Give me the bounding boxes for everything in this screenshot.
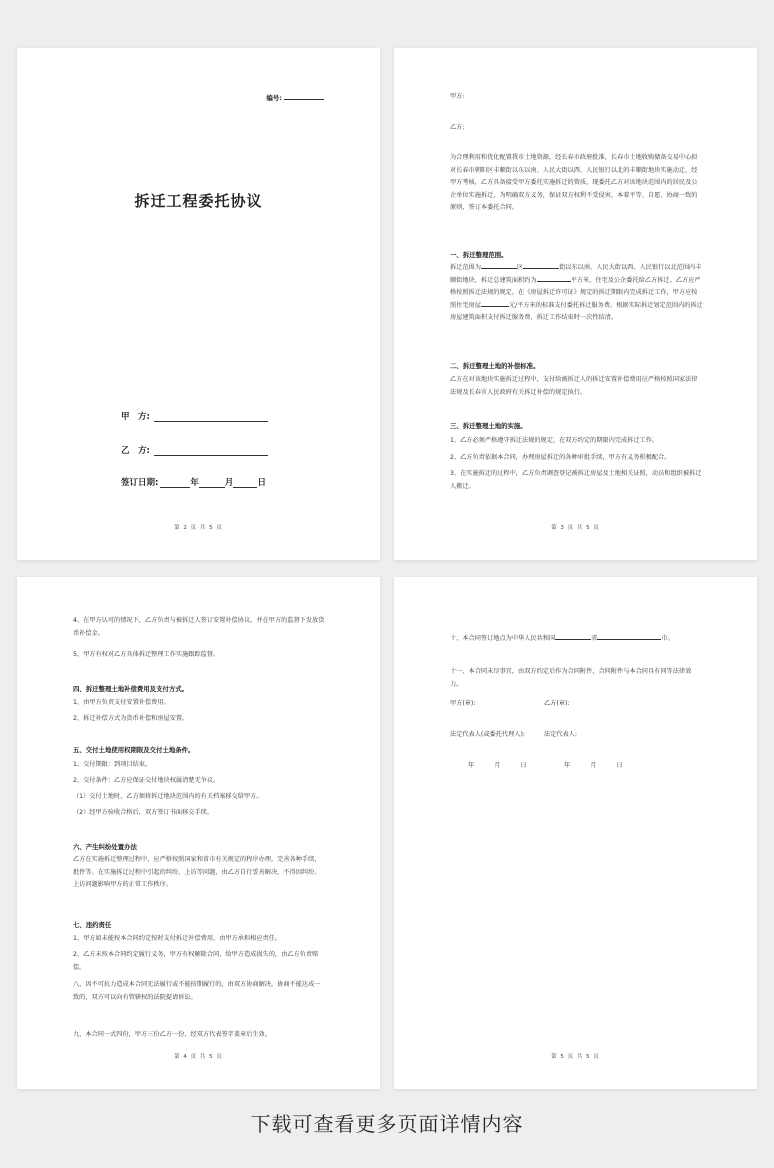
day-b: 日: [616, 762, 623, 769]
month-blank: [199, 478, 225, 488]
blank: [481, 300, 509, 307]
day-label: 日: [257, 478, 266, 488]
day-blank: [233, 478, 257, 488]
section-2-heading: 二、拆迁整理土地的补偿标准。: [450, 362, 540, 370]
party-b-blank: [154, 446, 268, 456]
party-a-label: 甲 方:: [121, 412, 150, 422]
party-a-line: 甲方:: [450, 93, 465, 100]
intro-paragraph: 为合理利用和优化配置我市土地资源，经长春市政府批准，长春市土地收购储备交易中心拟对长春市朝阳区丰顺街以东以南、人民大街以西、人民银行以北的丰顺街地块实施动迁，经甲方考核，乙方具备接受甲方委托实施拆迁的资质，现委托乙方对该地块范围内的居民及公企单位实施拆迁，为明确双方义务，保证双方权利不受侵害，本着平等、自愿、协商一致的原则，签订本委托合同。: [450, 154, 698, 212]
party-b-label: 乙 方:: [121, 446, 150, 456]
legal-rep-b: 法定代表人:: [544, 731, 578, 738]
date-b: [564, 760, 644, 773]
month-b: 月: [590, 762, 597, 769]
section-2-text: 乙方在对该地块实施拆迁过程中，支付给被拆迁人的拆迁安置补偿费用应严格按照国家法律法规及长春市人民政府有关拆迁补偿的规定执行。: [450, 376, 698, 396]
document-number-line: [284, 93, 324, 100]
sign-date-label: 签订日期:: [121, 478, 159, 488]
party-a-blank: [154, 412, 268, 422]
s10-text-a: 十、本合同签订地点为中华人民共和国: [450, 635, 556, 642]
party-b-signature-line: [121, 444, 268, 456]
section-6-heading: 六、产生纠纷处置办法: [73, 843, 137, 851]
section-1-text: [450, 262, 703, 325]
document-page-3: [394, 48, 757, 560]
province-blank: [555, 633, 591, 640]
year-b: 年: [564, 762, 571, 769]
section-3-item-1: 1、乙方必须严格遵守拆迁法规的规定，在双方约定的期限内完成拆迁工作。: [450, 437, 659, 444]
month-label: 月: [224, 478, 234, 488]
blank: [537, 275, 571, 282]
section-3-heading: 三、拆迁整理土地的实施。: [450, 422, 527, 430]
section-7-item-1: 1、甲方如未能按本合同约定按时支付拆迁补偿费用，由甲方承担相应责任。: [73, 935, 282, 942]
blank: [523, 262, 559, 269]
s1-text-e: 元/平方米的标准支付委托拆迁服务费。根据实际拆迁划定范围内的拆迁房屋建筑面积支付拆迁服务费，拆迁工作结束时一次性结清。: [450, 301, 703, 322]
day-a: 日: [520, 762, 527, 769]
section-6-text: 乙方在实施拆迁整理过程中，应严格按照国家和省市有关规定的程序办理，完善各种手续、批件等。在实施拆迁过程中引起的纠纷、上访等问题，由乙方自行妥善解决，不得因纠纷、上访问题影响甲方的正常工作秩序。: [73, 856, 321, 889]
s1-text-b: 区: [516, 264, 524, 271]
section-9-text: 九、本合同一式四份，甲方三份乙方一份，经双方代表签字盖章后生效。: [73, 1031, 271, 1038]
document-page-5: [394, 577, 757, 1089]
page-footer: 第 5 页 共 5 页: [551, 1054, 600, 1060]
year-a: 年: [468, 762, 475, 769]
section-7-heading: 七、违约责任: [73, 921, 112, 929]
document-number-label: 编号:: [266, 94, 282, 102]
date-a: [468, 760, 548, 773]
party-b-seal: 乙方(章):: [544, 700, 570, 707]
month-a: 月: [494, 762, 501, 769]
page-footer: 第 3 页 共 5 页: [551, 525, 600, 531]
section-8-text: 八、因不可抗力造成本合同无法履行或不能按期履行的，由双方协商解决，协商不能达成一致的，双方可以向有管辖权的法院提请诉讼。: [73, 981, 321, 1001]
s1-text-a: 拆迁范围为: [450, 264, 481, 271]
year-blank: [160, 478, 190, 488]
section-3-item-4: 4、在甲方认可的情况下，乙方负责与被拆迁人签订安置补偿协议，并在甲方的监督下发放货币补偿金。: [73, 617, 325, 637]
section-10-text: [450, 633, 703, 646]
document-page-4: [17, 577, 380, 1089]
section-4-item-2: 2、拆迁补偿方式为货币补偿和房屋安置。: [73, 715, 189, 722]
section-5-item-1: 1、交付期限：到项目结束。: [73, 761, 152, 768]
section-3-item-5: 5、甲方有权对乙方具体拆迁整理工作实施跟踪监督。: [73, 651, 220, 658]
section-5-heading: 五、交付土地使用权期限及交付土地条件。: [73, 746, 195, 754]
document-page-2: [17, 48, 380, 560]
blank: [481, 262, 517, 269]
section-7-item-2: 2、乙方未按本合同约定履行义务，甲方有权解除合同，给甲方造成损失的，由乙方负责赔偿。: [73, 951, 319, 971]
section-5-item-2: 2、交付条件：乙方应保证交付地块权属清楚无争议。: [73, 777, 220, 784]
legal-rep-a: 法定代表人(或委托代理人):: [450, 731, 525, 738]
section-4-heading: 四、拆迁整理土地补偿费用及支付方式。: [73, 685, 189, 693]
document-number: [266, 93, 324, 102]
city-blank: [597, 633, 661, 640]
s10-text-b: 省: [591, 635, 598, 642]
s1-text-c: 街以东以南、人民大街以西、人民银行以北范围内丰顺街地块，拆迁总建筑面积约为: [450, 264, 702, 284]
s10-text-c: 市。: [661, 635, 674, 642]
section-3-item-2: 2、乙方负责依据本合同，办理房屋拆迁的各种审批手续，甲方有义务积极配合。: [450, 454, 671, 461]
party-a-seal: 甲方(章):: [450, 700, 476, 707]
section-3-item-3: 3、在实施拆迁的过程中，乙方负责调查登记被拆迁房屋及土地相关证照，动员和组织被拆迁人搬迁。: [450, 470, 702, 490]
section-5-sub-1: （1）交付土地时，乙方须将拆迁地块范围内的有关档案移交给甲方。: [73, 793, 263, 800]
download-caption: 下载可查看更多页面详情内容: [250, 1112, 524, 1136]
section-1-heading: 一、拆迁整理范围。: [450, 251, 508, 259]
document-title: 拆迁工程委托协议: [134, 192, 263, 210]
page-footer: 第 2 页 共 5 页: [174, 525, 223, 531]
section-11-text: 十一、本合同未尽事宜，由双方约定后作为合同附件，合同附件与本合同具有同等法律效力。: [450, 668, 692, 688]
sign-date-line: [121, 476, 266, 488]
section-4-item-1: 1、由甲方负责支付安置补偿费用。: [73, 699, 170, 706]
party-b-line: 乙方:: [450, 124, 465, 131]
year-label: 年: [190, 478, 199, 488]
section-5-sub-2: （2）经甲方验收合格后，双方签订书面移交手续。: [73, 809, 214, 816]
s1-text-d: 平方米，住宅及公企委托给乙方拆迁。乙方应严格按照拆迁法规的规定，在《房屋拆迁许可证》规定的拆迁期限内完成拆迁工作，甲方应按照住宅房屋: [450, 276, 701, 309]
party-a-signature-line: [121, 410, 268, 422]
page-footer: 第 4 页 共 5 页: [174, 1054, 223, 1060]
